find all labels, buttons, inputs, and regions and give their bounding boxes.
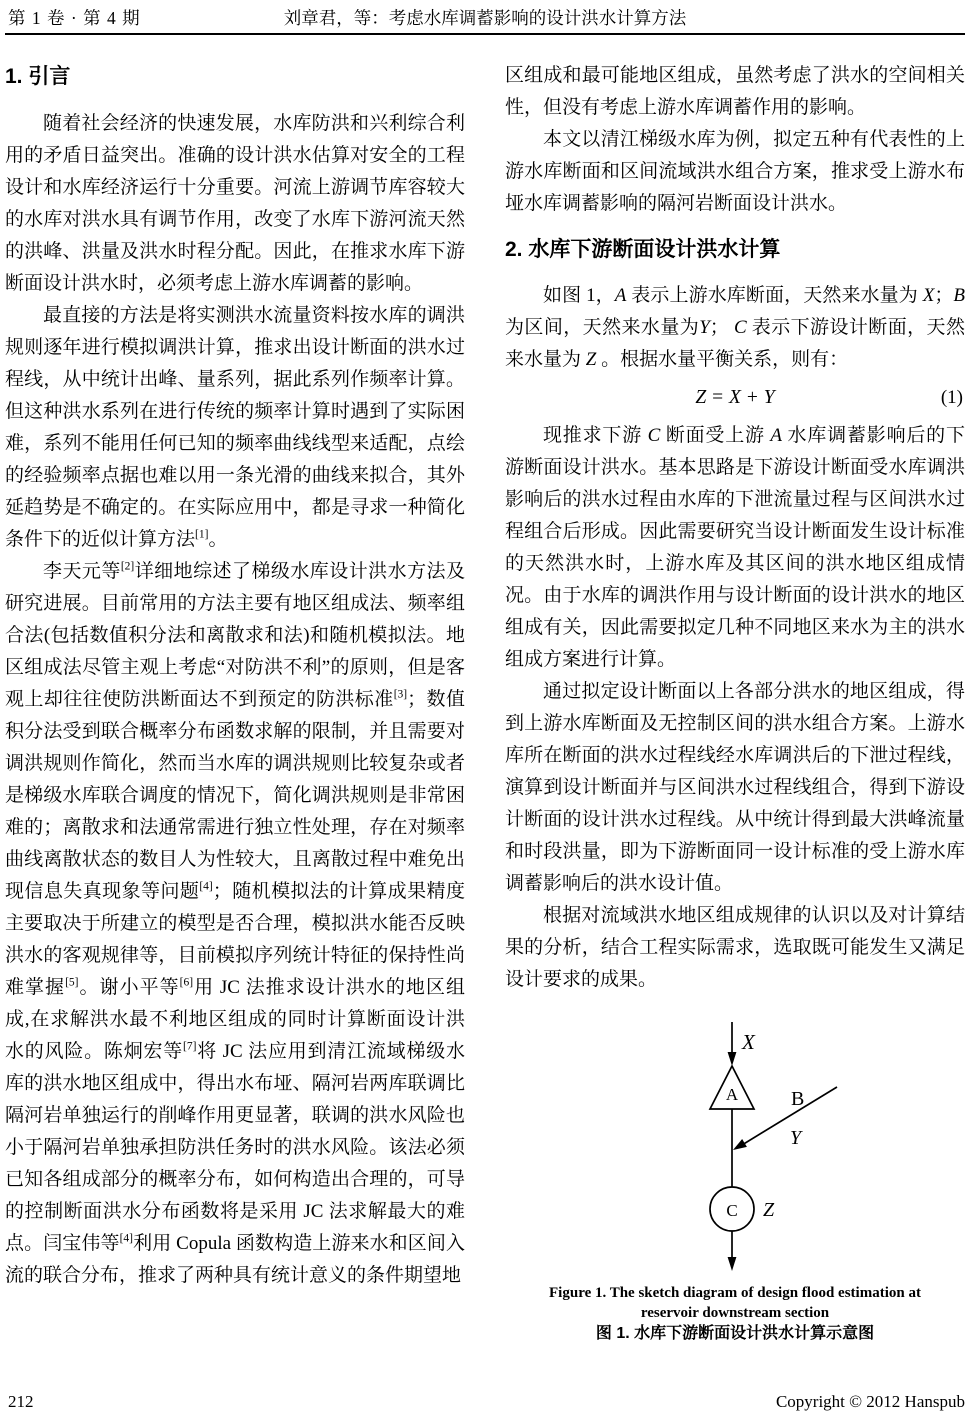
volume-issue: 第 1 卷 · 第 4 期 <box>8 8 141 28</box>
figure-caption-english <box>505 1283 965 1323</box>
equation-1 <box>505 383 965 413</box>
page-footer <box>5 1390 965 1412</box>
copyright-notice: Copyright © 2012 Hanspub <box>775 1392 965 1411</box>
page-number: 212 <box>8 1392 34 1411</box>
paragraph-method-idea: 现推求下游 C 断面受上游 A 水库调蓄影响后的下游断面设计洪水。基本思路是下游设计断面受水库调洪影响后的洪水过程由水库的下泄流量过程与区间洪水过程组合后形成。因此需要研究当设计断面发生设计标准的天然洪水时，上游水库及其区间的洪水地区组成情况。由于水库的调洪作用与设计断面的设计洪水的地区组成有关，因此需要拟定几种不同地区来水为主的洪水组成方案进行计算。 <box>505 425 965 670</box>
running-title: 刘章君，等：考虑水库调蓄影响的设计洪水计算方法 <box>283 8 687 28</box>
figure-1-caption <box>505 1283 965 1344</box>
paragraph-result-selection: 根据对流域洪水地区组成规律的认识以及对计算结果的分析，结合工程实际需求，选取既可能发生又满足设计要求的成果。 <box>505 905 965 990</box>
paragraph-procedure: 通过拟定设计断面以上各部分洪水的地区组成，得到上游水库断面及无控制区间的洪水组合方案。上游水库所在断面的洪水过程线经水库调洪后的下泄过程线，演算到设计断面并与区间洪水过程线组合，得到下游设计断面的设计洪水过程线。从中统计得到最大洪峰流量和时段洪量，即为下游断面同一设计标准的受上游水库调蓄影响后的洪水设计值。 <box>505 681 965 894</box>
figure-label-x: X <box>742 1030 755 1054</box>
section-2-heading: 2. 水库下游断面设计洪水计算 <box>505 238 781 261</box>
interval-inflow-arrow <box>731 1087 837 1154</box>
paragraph-direct-method: 最直接的方法是将实测洪水流量资料按水库的调洪规则逐年进行模拟调洪计算，推求出设计断面的洪水过程线，从中统计出峰、量系列，据此系列作频率计算。但这种洪水系列在进行传统的频率计算时遇到了实际困难，系列不能用任何已知的频率曲线线型来适配，点绘的经验频率点据也难以用一条光滑的曲线来拟合，其外延趋势是不确定的。在实际应用中，都是寻求一种简化条件下的近似计算方法[1]。 <box>5 305 465 550</box>
figure-label-z: Z <box>763 1199 775 1221</box>
figure-label-a: A <box>725 1085 739 1104</box>
equation-expression: Z = X + Y <box>695 387 775 408</box>
arrowhead-down-icon <box>728 1052 737 1066</box>
outflow-arrow <box>728 1231 737 1271</box>
section-1-heading: 1. 引言 <box>5 65 71 88</box>
paragraph-literature-review: 李天元等[2]详细地综述了梯级水库设计洪水方法及研究进展。目前常用的方法主要有地区组成法、频率组合法(包括数值积分法和离散求和法)和随机模拟法。地区组成法尽管主观上考虑“对防洪不利”的原则，但是客观上却往往使防洪断面达不到预定的防洪标准[3]；数值积分法受到联合概率分布函数求解的限制，并且需要对调洪规则作简化，然而当水库的调洪规则比较复杂或者是梯级水库联合调度的情况下，简化调洪规则是非常困难的；离散求和法通常需进行独立性处理，存在对频率曲线离散状态的数目人为性较大，且离散过程中难免出现信息失真现象等问题[4]；随机模拟法的计算成果精度主要取决于所建立的模型是否合理，模拟洪水能否反映洪水的客观规律等，目前模拟序列统计特征的保持性尚难掌握[5]。谢小平等[6]用 JC 法推求设计洪水的地区组成,在求解洪水最不利地区组成的同时计算断面设计洪水的风险。陈炯宏等[7]将 JC 法应用到清江流域梯级水库的洪水地区组成中，得出水布垭、隔河岩两库联调比隔河岩单独运行的削峰作用更显著，联调的洪水风险也小于隔河岩单独承担防洪任务时的洪水风险。该法必须已知各组成部分的概率分布，如何构造出合理的，可导的控制断面洪水分布函数将是采用 JC 法求解最大的难点。闫宝伟等[4]利用 Copula 函数构造上游来水和区间入流的联合分布，推求了两种具有统计意义的条件期望地 <box>5 560 465 1286</box>
figure-caption-en-line2: reservoir downstream section <box>640 1305 830 1321</box>
equation-number: (1) <box>940 387 963 408</box>
arrowhead-down-icon <box>728 1257 737 1271</box>
paragraph-continuation: 区组成和最可能地区组成，虽然考虑了洪水的空间相关性，但没有考虑上游水库调蓄作用的影响。 <box>505 65 965 118</box>
paragraph-paper-scope: 本文以清江梯级水库为例，拟定五种有代表性的上游水库断面和区间流域洪水组合方案，推求受上游水布垭水库调蓄影响的隔河岩断面设计洪水。 <box>505 129 965 214</box>
page-header <box>5 0 965 35</box>
figure-caption-en-line1: Figure 1. The sketch diagram of design flood estimation at <box>549 1285 921 1301</box>
figure-1-diagram <box>505 1019 965 1277</box>
figure-1 <box>505 1019 965 1344</box>
right-column <box>505 60 965 1344</box>
figure-label-y: Y <box>790 1127 802 1149</box>
upstream-inflow-arrow <box>728 1022 737 1066</box>
arrowhead-diagonal-icon <box>731 1139 747 1154</box>
paragraph-figure-reference: 如图 1，A 表示上游水库断面，天然来水量为 X；B 为区间，天然来水量为Y； C 表示下游设计断面，天然来水量为 Z 。根据水量平衡关系，则有： <box>505 285 965 370</box>
paragraph-introduction: 随着社会经济的快速发展，水库防洪和兴利综合利用的矛盾日益突出。准确的设计洪水估算对安全的工程设计和水库经济运行十分重要。河流上游调节库容较大的水库对洪水具有调节作用，改变了水库下游河流天然的洪峰、洪量及洪水时程分配。因此，在推求水库下游断面设计洪水时，必须考虑上游水库调蓄的影响。 <box>5 113 465 294</box>
left-column <box>5 60 465 1292</box>
figure-caption-chinese: 图 1. 水库下游断面设计洪水计算示意图 <box>595 1325 875 1342</box>
figure-label-b: B <box>791 1088 805 1110</box>
figure-label-c: C <box>726 1201 738 1220</box>
